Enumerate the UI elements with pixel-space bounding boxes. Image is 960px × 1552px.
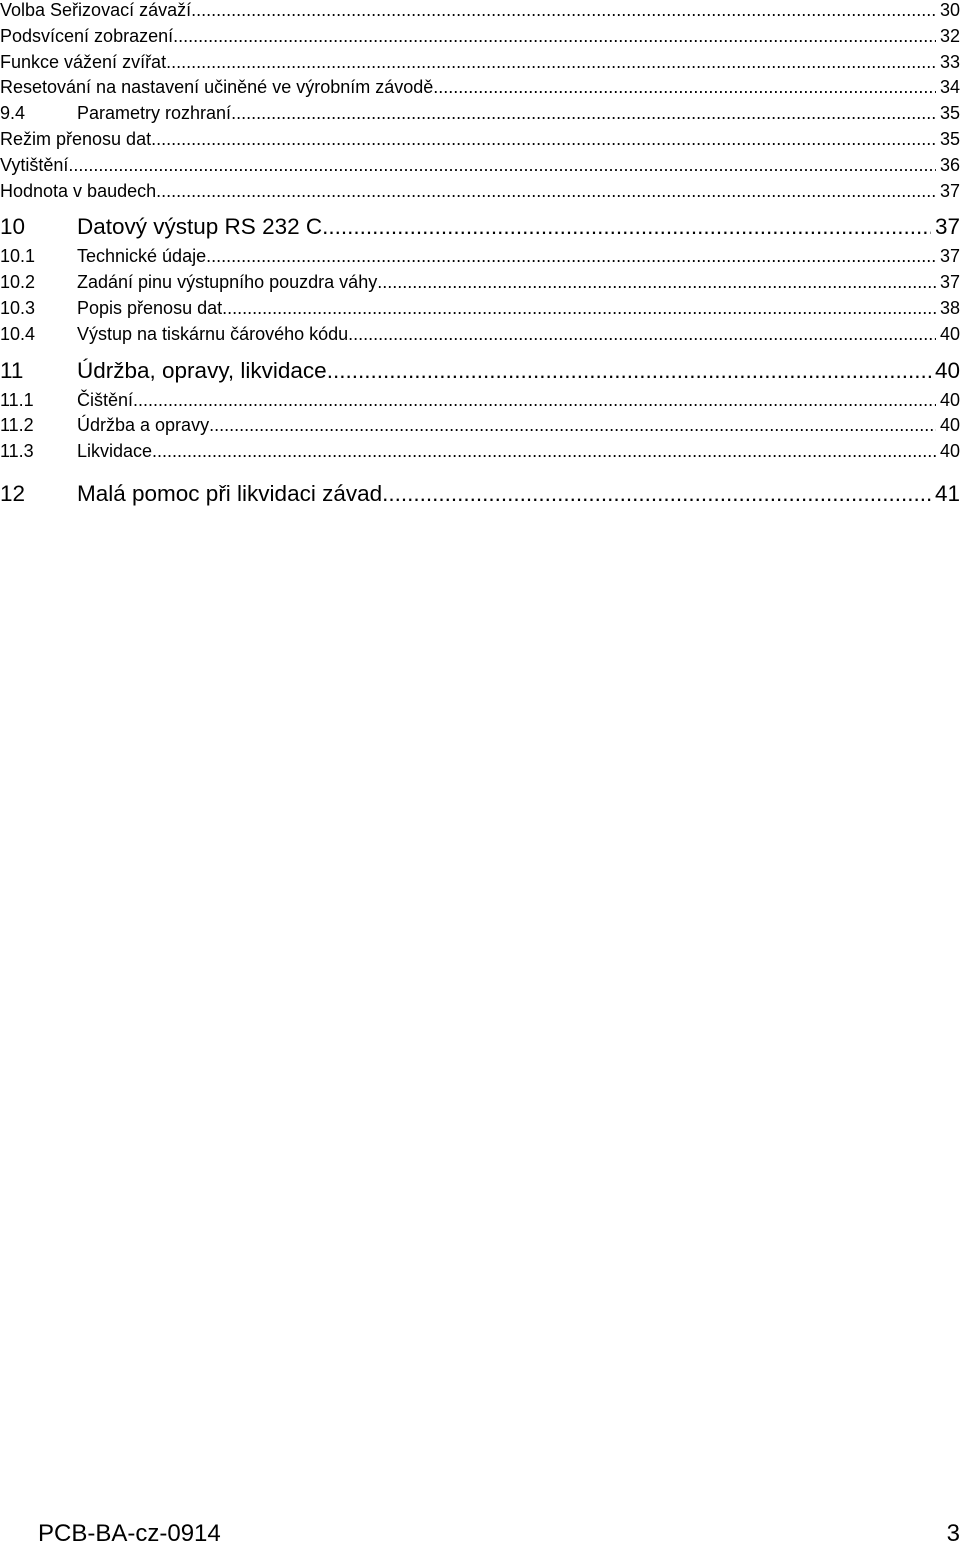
- toc-entry-title: Datový výstup RS 232 C: [77, 214, 323, 240]
- toc-entry-page: 37: [939, 180, 960, 201]
- toc-entry[interactable]: [0, 181, 960, 207]
- toc-entry-page: 38: [939, 297, 960, 318]
- toc-entry-title: Hodnota v baudech: [0, 180, 157, 201]
- toc-entry-title: Resetování na nastavení učiněné ve výrobním závodě: [0, 77, 434, 98]
- toc-entry-number: 10.4: [0, 323, 36, 344]
- toc-entry-page: 40: [939, 441, 960, 462]
- toc-dot-leader: [173, 26, 936, 47]
- toc-dot-leader: [133, 390, 936, 411]
- toc-entry-number: 11.1: [0, 389, 34, 410]
- toc-entry-page: 40: [939, 323, 960, 344]
- toc-entry-title: Čištění: [77, 389, 134, 410]
- page-footer: [0, 1520, 960, 1552]
- toc-chapter-entry[interactable]: [0, 481, 960, 511]
- toc-entry[interactable]: [0, 103, 960, 129]
- toc-entry-page: 35: [939, 103, 960, 124]
- toc-entry-title: Malá pomoc při likvidaci závad: [77, 480, 383, 506]
- toc-entry-title: Parametry rozhraní: [77, 103, 232, 124]
- toc-entry-title: Funkce vážení zvířat: [0, 51, 167, 72]
- toc-entry-title: Podsvícení zobrazení: [0, 25, 174, 46]
- toc-entry-page: 37: [934, 214, 960, 240]
- toc-dot-leader: [327, 358, 931, 384]
- document-code: PCB-BA-cz-0914: [38, 1520, 221, 1547]
- toc-entry-page: 40: [939, 389, 960, 410]
- toc-entry-page: 41: [934, 480, 960, 506]
- toc-entry-page: 40: [939, 415, 960, 436]
- toc-dot-leader: [231, 103, 936, 124]
- toc-dot-leader: [348, 324, 936, 345]
- toc-entry[interactable]: [0, 324, 960, 350]
- table-of-contents: [0, 0, 960, 513]
- toc-dot-leader: [433, 77, 936, 98]
- toc-entry-title: Vytištění: [0, 154, 69, 175]
- toc-entry-number: 10.2: [0, 272, 36, 293]
- toc-entry-page: 32: [939, 25, 960, 46]
- toc-entry-title: Popis přenosu dat: [77, 297, 223, 318]
- toc-dot-leader: [322, 214, 931, 240]
- toc-entry-number: 11.2: [0, 415, 34, 436]
- toc-entry[interactable]: [0, 129, 960, 155]
- toc-entry[interactable]: [0, 155, 960, 181]
- toc-dot-leader: [152, 441, 936, 462]
- toc-dot-leader: [206, 246, 936, 267]
- toc-entry-page: 30: [939, 0, 960, 20]
- toc-entry-number: 10.1: [0, 246, 36, 267]
- toc-dot-leader: [377, 272, 936, 293]
- toc-entry-title: Údržba, opravy, likvidace: [77, 357, 327, 383]
- toc-entry-page: 36: [939, 154, 960, 175]
- toc-entry[interactable]: [0, 26, 960, 52]
- toc-entry[interactable]: [0, 415, 960, 441]
- toc-entry-title: Likvidace: [77, 441, 153, 462]
- toc-entry[interactable]: [0, 77, 960, 103]
- toc-entry-number: 12: [0, 480, 26, 506]
- toc-entry[interactable]: [0, 272, 960, 298]
- toc-entry-title: Režim přenosu dat: [0, 128, 152, 149]
- toc-dot-leader: [151, 129, 936, 150]
- toc-entry[interactable]: [0, 441, 960, 467]
- toc-entry-page: 33: [939, 51, 960, 72]
- toc-dot-leader: [191, 0, 936, 21]
- toc-entry[interactable]: [0, 0, 960, 26]
- toc-entry-page: 35: [939, 128, 960, 149]
- toc-chapter-entry[interactable]: [0, 214, 960, 244]
- toc-entry-number: 11: [0, 357, 24, 383]
- toc-entry-title: Technické údaje: [77, 246, 207, 267]
- toc-entry-title: Volba Seřizovací závaží: [0, 0, 192, 20]
- toc-dot-leader: [166, 52, 936, 73]
- toc-entry-page: 40: [934, 357, 960, 383]
- toc-entry[interactable]: [0, 298, 960, 324]
- toc-dot-leader: [382, 481, 931, 507]
- toc-dot-leader: [156, 181, 936, 202]
- toc-entry-title: Výstup na tiskárnu čárového kódu: [77, 323, 349, 344]
- toc-entry-number: 9.4: [0, 103, 26, 124]
- toc-dot-leader: [68, 155, 936, 176]
- toc-entry-number: 10.3: [0, 297, 36, 318]
- toc-entry-page: 34: [939, 77, 960, 98]
- toc-entry-page: 37: [939, 272, 960, 293]
- toc-entry-number: 11.3: [0, 441, 34, 462]
- toc-entry-title: Údržba a opravy: [77, 415, 210, 436]
- toc-entry[interactable]: [0, 390, 960, 416]
- toc-entry[interactable]: [0, 246, 960, 272]
- toc-dot-leader: [222, 298, 936, 319]
- page-number: 3: [946, 1520, 960, 1547]
- toc-entry-number: 10: [0, 214, 26, 240]
- toc-entry-title: Zadání pinu výstupního pouzdra váhy: [77, 272, 378, 293]
- toc-entry-page: 37: [939, 246, 960, 267]
- toc-dot-leader: [209, 415, 936, 436]
- toc-entry[interactable]: [0, 52, 960, 78]
- toc-chapter-entry[interactable]: [0, 358, 960, 388]
